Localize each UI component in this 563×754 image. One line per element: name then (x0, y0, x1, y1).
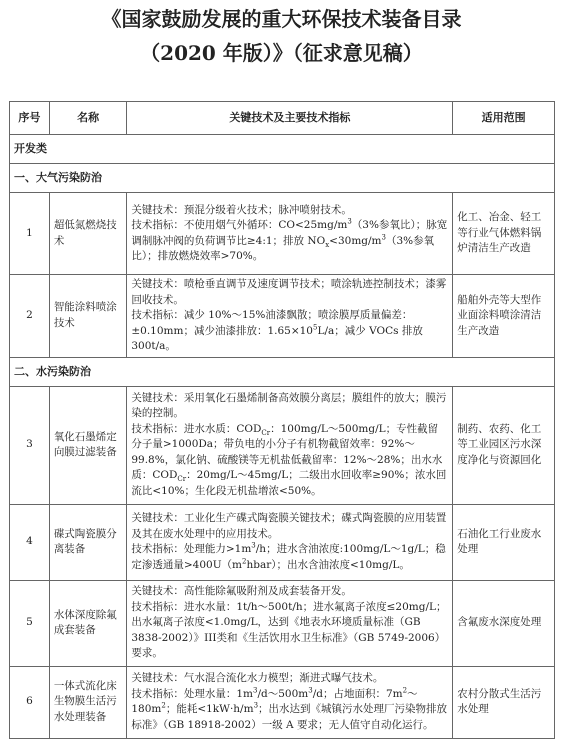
equipment-catalog-table (9, 101, 555, 739)
key-tech-text: 关键技术：高性能除氟吸附剂及成套装备开发。 (131, 585, 352, 598)
doc-title-line1: 《国家鼓励发展的重大环保技术装备目录 (101, 7, 462, 31)
row-no: 6 (10, 666, 50, 738)
table-header-row (10, 102, 555, 135)
row-name: 碟式陶瓷膜分离装备 (49, 504, 127, 580)
row-spec (127, 504, 453, 580)
row-name: 一体式流化床生物膜生活污水处理装备 (49, 666, 127, 738)
tech-index-text: 技术指标：进水水质：$COD_{Cr}$：100mg/L～500mg/L；专性截留分子量>1000Da；带负电的小分子有机物截留效率：92%～99.8%，氯化钠、硫酸镁等无机盐低截留率：12%～28%；出水水质：$COD_{Cr}$：20mg/L～45mg/L；二级出水回收率≥90%；浓水回流比<10%；生化段无机盐增浓<50%。 (131, 422, 447, 497)
key-tech-text: 关键技术：预混分级着火技术；脉冲喷射技术。 (131, 203, 352, 216)
row-no: 1 (10, 193, 50, 275)
row-spec (127, 386, 453, 504)
row-scope: 农村分散式生活污水处理 (453, 666, 555, 738)
table-row (10, 504, 555, 580)
row-spec (127, 275, 453, 358)
row-name: 智能涂料喷涂技术 (49, 275, 127, 358)
row-spec (127, 580, 453, 666)
key-tech-text: 关键技术：喷枪垂直调节及速度调节技术；喷涂轨迹控制技术；漆雾回收技术。 (131, 278, 447, 306)
tech-index-text: 技术指标：处理能力$>1m^3/h$；进水含油浓度:100mg/L～1g/L；稳定渗透通量$>400U(m^2hbar)$；出水含油浓度<10mg/L。 (131, 541, 446, 571)
row-name: 超低氮燃烧技术 (49, 193, 127, 275)
header-scope: 适用范围 (453, 102, 555, 135)
row-no: 4 (10, 504, 50, 580)
header-key-tech: 关键技术及主要技术指标 (127, 102, 453, 135)
row-scope: 船舶外壳等大型作业面涂料喷涂清洁生产改造 (453, 275, 555, 358)
category-row: 开发类 (10, 135, 555, 164)
table-row (10, 193, 555, 275)
table-row (10, 386, 555, 504)
tech-index-text: 技术指标：不使用烟气外循环：$CO<25mg/m^3(3\%$参氧比）；脉宽调制脉冲阀的负荷调节比≥4:1；排放 $NO_x<30mg/m^3(3\%$参氧比）；排放燃烧效率>70%。 (131, 217, 448, 262)
tech-index-text: 技术指标：减少 10%～15%油漆飘散；喷涂膜厚质量偏差：±0.10mm；减少油漆排放：$1.65\times 10^5L/a$；减少 VOCs 排放 300t/a。 (131, 309, 423, 352)
table-row (10, 580, 555, 666)
row-scope: 含氟废水深度处理 (453, 580, 555, 666)
row-scope: 化工、冶金、轻工等行业气体燃料锅炉清洁生产改造 (453, 193, 555, 275)
key-tech-text: 关键技术：气水混合流化水力模型；渐进式曝气技术。 (131, 672, 384, 684)
row-scope: 石油化工行业废水处理 (453, 504, 555, 580)
table-row (10, 275, 555, 358)
row-spec (127, 193, 453, 275)
row-no: 5 (10, 580, 50, 666)
row-no: 3 (10, 386, 50, 504)
row-name: 水体深度除氟成套装备 (49, 580, 127, 666)
tech-index-text: 技术指标：处理水量：$1m^3/d\sim 500m^3/d$；占地面积：$7m^2\sim 180m^2$；能耗$<1kW\cdot h/m^3$；出水达到《城镇污水处理厂污染物排放标准》（GB 18918-2002）一级 A 要求；无人值守自动化运行。 (131, 686, 448, 731)
table-row (10, 666, 555, 738)
header-no: 序号 (10, 102, 50, 135)
section-title: 一、大气污染防治 (10, 164, 555, 193)
key-tech-text: 关键技术：工业化生产碟式陶瓷膜关键技术；碟式陶瓷膜的应用装置及其在废水处理中的应用技术。 (131, 512, 447, 540)
row-no: 2 (10, 275, 50, 358)
section-title: 二、水污染防治 (10, 357, 555, 386)
tech-index-text: 技术指标：进水水量：1t/h～500t/h；进水氟离子浓度≤20mg/L；出水氟离子浓度<1.0mg/L，达到《地表水环境质量标准（GB 3838-2002）》III类和《生活饮用水卫生标准》（GB 5749-2006）要求。 (131, 600, 447, 660)
doc-title-line2: （2020 年版）》（征求意见稿） (140, 41, 423, 65)
row-scope: 制药、农药、化工等工业园区污水深度净化与资源回化 (453, 386, 555, 504)
row-name: 氧化石墨烯定向膜过滤装备 (49, 386, 127, 504)
header-name: 名称 (49, 102, 127, 135)
row-spec (127, 666, 453, 738)
key-tech-text: 关键技术：采用氧化石墨烯制备高效膜分离层；膜组件的放大；膜污染的控制。 (131, 391, 447, 420)
